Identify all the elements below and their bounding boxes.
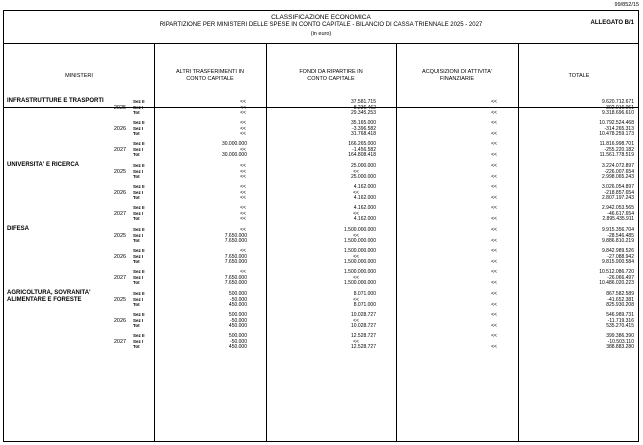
cell-totale: 535.270.415: [606, 323, 634, 330]
cell-altri: <<: [240, 189, 246, 196]
cell-altri: 7.650.000: [224, 280, 247, 287]
section-label: Sez II: [133, 227, 145, 232]
cell-altri: <<: [240, 195, 246, 202]
cell-fondi: 12.528.727: [350, 344, 376, 351]
cell-totale: 2.998.065.243: [602, 174, 634, 181]
cell-fondi: 4.162.000: [353, 216, 376, 223]
section-label: Sez II: [133, 184, 145, 190]
cell-altri: 7.650.000: [224, 259, 247, 266]
document-reference: 99/852/15: [614, 2, 639, 8]
year-label: 2025: [113, 296, 127, 303]
section-label: Sez I: [133, 168, 144, 174]
cell-totale: 10.792.524.468: [599, 120, 634, 127]
cell-altri: 7.650.000: [224, 253, 247, 260]
cell-fondi: 4.162.000: [353, 184, 376, 191]
section-label: Sez II: [133, 205, 145, 211]
cell-totale: 9.886.810.219: [602, 238, 634, 245]
cell-acquisizioni: <<: [491, 248, 497, 255]
section-label: Tot: [133, 174, 140, 180]
cell-altri: 7.650.000: [224, 238, 247, 245]
cell-acquisizioni: <<: [491, 333, 497, 340]
cell-altri: <<: [240, 110, 246, 117]
cell-totale: 3.026.054.897: [602, 184, 634, 191]
cell-altri: 7.650.000: [224, 232, 247, 239]
cell-fondi: <<: [353, 210, 359, 217]
divider: [396, 44, 397, 441]
cell-altri: 7.650.000: [224, 274, 247, 281]
section-label: Tot: [133, 238, 140, 244]
table-frame: [3, 10, 639, 442]
cell-altri: <<: [240, 168, 246, 175]
cell-altri: <<: [240, 248, 246, 255]
cell-fondi: <<: [353, 253, 359, 260]
cell-acquisizioni: <<: [491, 216, 497, 223]
cell-fondi: 4.162.000: [353, 205, 376, 212]
cell-acquisizioni: <<: [491, 110, 497, 117]
cell-totale: 388.883.280: [606, 344, 634, 351]
year-label: 2027: [113, 210, 127, 217]
year-label: 2026: [113, 317, 127, 324]
section-label: Sez II: [133, 291, 145, 296]
cell-totale: -26.066.497: [607, 274, 634, 281]
cell-fondi: 37.581.715: [350, 99, 376, 105]
year-label: 2026: [113, 189, 127, 196]
cell-acquisizioni: <<: [491, 312, 497, 319]
cell-altri: <<: [240, 216, 246, 223]
year-label: 2025: [113, 168, 127, 175]
table-title: CLASSIFICAZIONE ECONOMICA: [271, 14, 371, 21]
cell-altri: <<: [240, 99, 246, 105]
section-label: Sez I: [133, 210, 144, 216]
cell-altri: <<: [240, 104, 246, 111]
cell-altri: 450.000: [228, 302, 247, 309]
ministry-name: AGRICOLTURA, SOVRANITA' ALIMENTARE E FORESTE: [7, 290, 91, 303]
cell-fondi: 10.028.727: [350, 323, 376, 330]
cell-fondi: 35.165.000: [350, 120, 376, 127]
cell-totale: 825.930.208: [606, 302, 634, 309]
cell-fondi: 8.071.000: [353, 291, 376, 297]
cell-totale: 10.486.020.223: [599, 280, 634, 287]
year-label: 2026: [113, 125, 127, 132]
section-label: Sez I: [133, 146, 144, 152]
cell-altri: <<: [240, 184, 246, 191]
year-label: 2027: [113, 146, 127, 153]
cell-fondi: 10.028.727: [350, 312, 376, 319]
cell-altri: 500.000: [228, 333, 247, 340]
cell-fondi: <<: [353, 189, 359, 196]
col-ministeri: MINISTERI: [65, 72, 93, 79]
cell-totale: -46.617.654: [607, 210, 634, 217]
cell-fondi: 25.000.000: [350, 163, 376, 169]
cell-fondi: 166.265.000: [348, 141, 376, 148]
cell-acquisizioni: <<: [491, 323, 497, 330]
cell-altri: 30.000.000: [221, 152, 247, 159]
cell-totale: 9.620.712.671: [602, 99, 634, 105]
cell-fondi: 164.808.418: [348, 152, 376, 159]
cell-totale: -255.220.182: [604, 146, 634, 153]
cell-totale: 867.582.589: [606, 291, 634, 297]
cell-acquisizioni: <<: [491, 195, 497, 202]
cell-totale: -41.652.381: [607, 296, 634, 303]
section-label: Tot: [133, 195, 140, 201]
cell-acquisizioni: <<: [491, 280, 497, 287]
ministry-name: INFRASTRUTTURE E TRASPORTI: [7, 98, 104, 104]
cell-acquisizioni: <<: [491, 344, 497, 351]
cell-fondi: 12.528.727: [350, 333, 376, 340]
cell-acquisizioni: <<: [491, 291, 497, 297]
cell-altri: 500.000: [228, 312, 247, 319]
cell-acquisizioni: <<: [491, 302, 497, 309]
ministry-name: DIFESA: [7, 226, 30, 232]
cell-fondi: <<: [353, 274, 359, 281]
section-label: Tot: [133, 259, 140, 265]
cell-fondi: <<: [353, 232, 359, 239]
cell-fondi: 1.500.000.000: [344, 248, 376, 255]
cell-totale: -314.265.313: [604, 125, 634, 132]
cell-totale: -11.719.316: [607, 317, 634, 324]
cell-totale: 546.989.731: [606, 312, 634, 319]
section-label: Sez I: [133, 253, 144, 259]
cell-acquisizioni: <<: [491, 184, 497, 191]
cell-fondi: -3.396.582: [352, 125, 376, 132]
cell-totale: 399.386.390: [606, 333, 634, 340]
unit-label: (in euro): [310, 31, 332, 37]
cell-totale: 3.224.072.897: [602, 163, 634, 169]
cell-totale: 10.512.086.720: [599, 269, 634, 276]
section-label: Sez II: [133, 163, 145, 168]
cell-totale: 2.807.197.243: [602, 195, 634, 202]
section-label: Sez II: [133, 312, 145, 318]
section-label: Tot: [133, 216, 140, 222]
cell-altri: -50.000: [230, 296, 247, 303]
col-acquisizioni: ACQUISIZIONI DI ATTIVITA' FINANZIARIE: [422, 69, 492, 82]
cell-altri: <<: [240, 227, 246, 233]
section-label: Tot: [133, 131, 140, 137]
section-label: Sez I: [133, 189, 144, 195]
cell-fondi: 29.345.253: [350, 110, 376, 117]
cell-fondi: 1.500.000.000: [344, 227, 376, 233]
cell-totale: -302.016.061: [604, 104, 634, 111]
section-label: Sez II: [133, 99, 145, 104]
section-label: Sez I: [133, 232, 144, 238]
cell-fondi: 1.500.000.000: [344, 280, 376, 287]
cell-fondi: <<: [353, 338, 359, 345]
cell-fondi: 8.071.000: [353, 302, 376, 309]
cell-fondi: <<: [353, 296, 359, 303]
cell-fondi: <<: [353, 168, 359, 175]
cell-altri: -50.000: [230, 338, 247, 345]
section-label: Tot: [133, 110, 140, 116]
cell-altri: <<: [240, 205, 246, 212]
cell-acquisizioni: <<: [491, 120, 497, 127]
cell-acquisizioni: <<: [491, 227, 497, 233]
section-label: Tot: [133, 344, 140, 350]
cell-acquisizioni: <<: [491, 152, 497, 159]
cell-fondi: 25.000.000: [350, 174, 376, 181]
cell-altri: 500.000: [228, 291, 247, 297]
cell-totale: 10.478.259.173: [599, 131, 634, 138]
cell-acquisizioni: <<: [491, 131, 497, 138]
year-label: 2025: [113, 232, 127, 239]
section-label: Sez I: [133, 338, 144, 344]
col-totale: TOTALE: [568, 72, 590, 79]
section-label: Sez I: [133, 296, 144, 302]
cell-altri: -50.000: [230, 317, 247, 324]
cell-altri: <<: [240, 269, 246, 276]
cell-acquisizioni: <<: [491, 174, 497, 181]
cell-acquisizioni: <<: [491, 259, 497, 266]
section-label: Tot: [133, 323, 140, 329]
section-label: Sez II: [133, 141, 145, 147]
cell-fondi: 1.500.000.000: [344, 269, 376, 276]
cell-altri: 30.000.000: [221, 141, 247, 148]
section-label: Sez I: [133, 317, 144, 323]
cell-totale: -218.857.654: [604, 189, 634, 196]
section-label: Tot: [133, 302, 140, 308]
cell-totale: 9.318.696.610: [602, 110, 634, 117]
year-label: 2027: [113, 274, 127, 281]
section-label: Sez I: [133, 104, 144, 110]
cell-acquisizioni: <<: [491, 99, 497, 105]
section-label: Sez II: [133, 120, 145, 126]
section-label: Tot: [133, 280, 140, 286]
table-header: [4, 11, 638, 44]
year-label: 2027: [113, 338, 127, 345]
cell-fondi: -8.236.462: [352, 104, 376, 111]
section-label: Sez II: [133, 333, 145, 339]
cell-fondi: 1.500.000.000: [344, 238, 376, 245]
cell-totale: 9.915.356.704: [602, 227, 634, 233]
cell-altri: <<: [240, 210, 246, 217]
cell-acquisizioni: <<: [491, 269, 497, 276]
section-label: Tot: [133, 152, 140, 158]
cell-acquisizioni: <<: [491, 141, 497, 148]
table-subtitle: RIPARTIZIONE PER MINISTERI DELLE SPESE IN CONTO CAPITALE - BILANCIO DI CASSA TRIENNALE 2025 - 2027: [159, 22, 483, 28]
cell-totale: -27.088.942: [607, 253, 634, 260]
cell-totale: -28.546.485: [607, 232, 634, 239]
ministry-name: UNIVERSITA' E RICERCA: [7, 162, 79, 168]
cell-altri: <<: [240, 120, 246, 127]
cell-altri: <<: [240, 174, 246, 181]
section-label: Sez II: [133, 269, 145, 275]
year-label: 2026: [113, 253, 127, 260]
cell-altri: <<: [240, 146, 246, 153]
cell-acquisizioni: <<: [491, 238, 497, 245]
cell-altri: <<: [240, 163, 246, 169]
cell-fondi: 4.162.000: [353, 195, 376, 202]
cell-totale: 9.815.900.584: [602, 259, 634, 266]
cell-totale: 11.816.998.701: [599, 141, 634, 148]
cell-fondi: -1.456.582: [352, 146, 376, 153]
section-label: Sez I: [133, 274, 144, 280]
cell-totale: 11.561.778.519: [599, 152, 634, 159]
section-label: Sez II: [133, 248, 145, 254]
cell-acquisizioni: <<: [491, 163, 497, 169]
cell-totale: 9.842.989.526: [602, 248, 634, 255]
cell-fondi: 31.768.418: [350, 131, 376, 138]
cell-totale: -10.503.110: [607, 338, 634, 345]
cell-altri: <<: [240, 131, 246, 138]
section-label: Sez I: [133, 125, 144, 131]
cell-altri: 450.000: [228, 344, 247, 351]
cell-altri: 450.000: [228, 323, 247, 330]
cell-acquisizioni: <<: [491, 205, 497, 212]
col-fondi-da-ripartire: FONDI DA RIPARTIRE IN CONTO CAPITALE: [299, 69, 363, 82]
year-label: 2025: [113, 104, 127, 111]
cell-fondi: 1.500.000.000: [344, 259, 376, 266]
allegato-label: ALLEGATO B/1: [590, 20, 634, 26]
cell-fondi: <<: [353, 317, 359, 324]
cell-totale: 2.895.435.911: [602, 216, 634, 223]
cell-totale: 2.942.053.565: [602, 205, 634, 212]
cell-totale: -226.007.654: [604, 168, 634, 175]
cell-altri: <<: [240, 125, 246, 132]
col-altri-trasferimenti: ALTRI TRASFERIMENTI IN CONTO CAPITALE: [176, 69, 244, 82]
